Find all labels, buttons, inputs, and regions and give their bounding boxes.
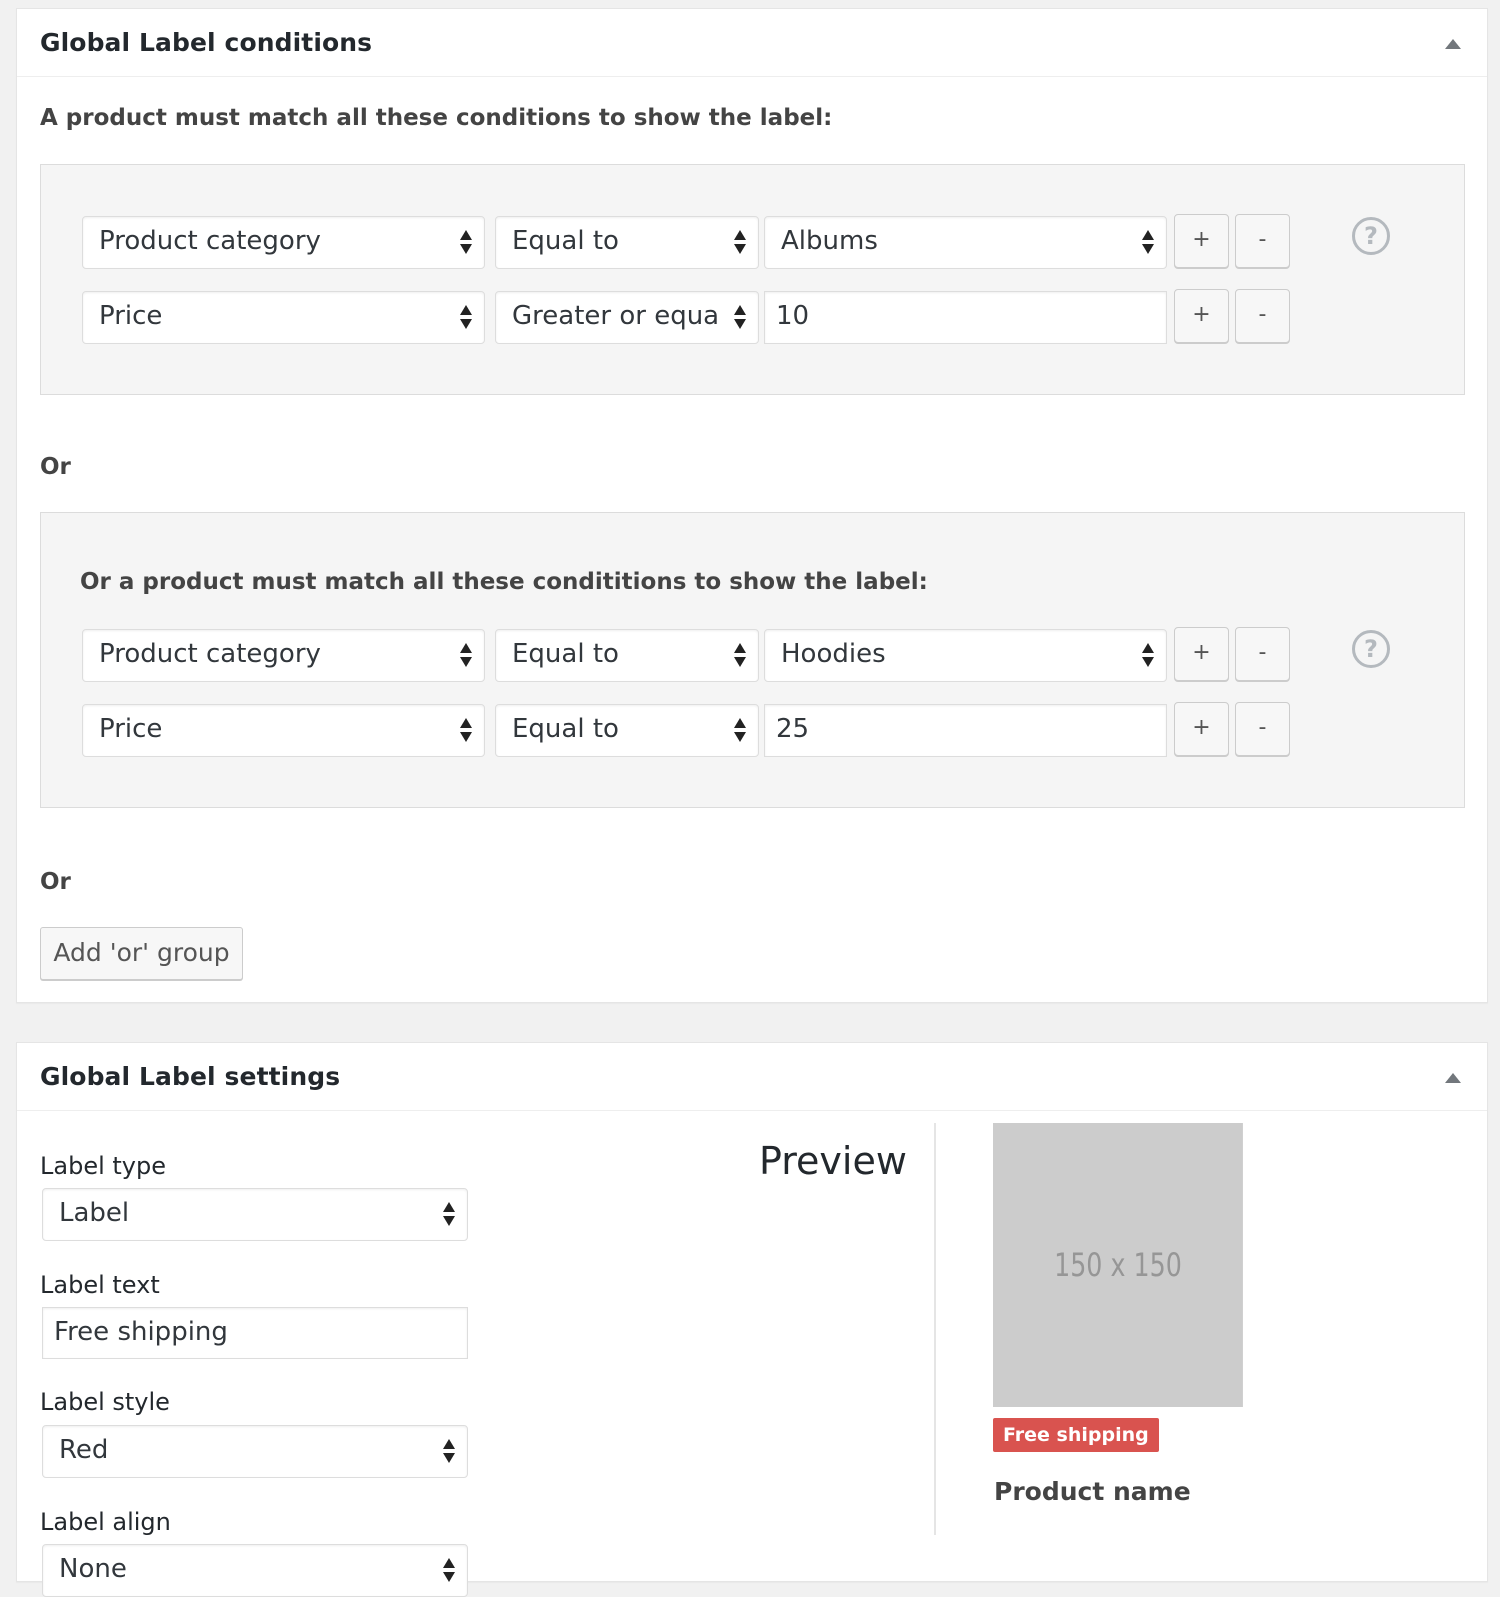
select-arrows-icon [734, 718, 746, 744]
condition-group [40, 512, 1465, 808]
condition-value: Albums [781, 226, 878, 256]
remove-condition-button[interactable]: - [1235, 702, 1290, 756]
label-style-label: Label style [40, 1388, 170, 1416]
conditions-panel-header[interactable] [17, 9, 1487, 77]
preview-divider [934, 1123, 936, 1535]
condition-parameter-select[interactable] [82, 629, 485, 682]
preview-title: Preview [759, 1139, 907, 1183]
settings-panel-title: Global Label settings [40, 1062, 341, 1091]
condition-operator-value: Equal to [512, 226, 619, 256]
label-conditions-panel [16, 8, 1488, 1003]
label-settings-panel [16, 1042, 1488, 1582]
label-style-select[interactable] [42, 1425, 468, 1478]
label-type-label: Label type [40, 1152, 166, 1180]
select-arrows-icon [460, 305, 472, 331]
condition-operator-value: Equal to [512, 714, 619, 744]
collapse-arrow-icon[interactable] [1445, 39, 1461, 49]
or-separator: Or [40, 454, 71, 480]
remove-condition-button[interactable]: - [1235, 627, 1290, 681]
condition-operator-select[interactable] [495, 629, 759, 682]
condition-parameter-select[interactable] [82, 291, 485, 344]
condition-operator-select[interactable] [495, 216, 759, 269]
conditions-panel-title: Global Label conditions [40, 28, 373, 57]
label-type-value: Label [59, 1198, 130, 1228]
label-text-label: Label text [40, 1271, 160, 1299]
add-condition-button[interactable]: + [1174, 702, 1229, 756]
label-type-select[interactable] [42, 1188, 468, 1241]
select-arrows-icon [460, 643, 472, 669]
group-heading: Or a product must match all these condititions to show the label: [80, 569, 928, 595]
select-arrows-icon [734, 643, 746, 669]
condition-parameter-value: Price [99, 714, 163, 744]
label-align-value: None [59, 1554, 127, 1584]
settings-panel-header[interactable] [17, 1043, 1487, 1111]
select-arrows-icon [443, 1558, 455, 1584]
condition-operator-select[interactable] [495, 291, 759, 344]
remove-condition-button[interactable]: - [1235, 214, 1290, 268]
conditions-intro-text: A product must match all these conditions to show the label: [40, 105, 833, 131]
add-condition-button[interactable]: + [1174, 214, 1229, 268]
label-style-value: Red [59, 1435, 109, 1465]
add-condition-button[interactable]: + [1174, 289, 1229, 343]
select-arrows-icon [460, 718, 472, 744]
label-align-select[interactable] [42, 1544, 468, 1597]
select-arrows-icon [734, 305, 746, 331]
help-icon[interactable]: ? [1352, 217, 1390, 255]
product-image-placeholder: 150 x 150 [993, 1123, 1243, 1407]
condition-group [40, 164, 1465, 395]
condition-value-select[interactable] [764, 216, 1167, 269]
collapse-arrow-icon[interactable] [1445, 1073, 1461, 1083]
or-separator: Or [40, 869, 71, 895]
condition-value-select[interactable] [764, 629, 1167, 682]
condition-value-input[interactable]: 10 [764, 291, 1167, 344]
preview-product-name: Product name [994, 1477, 1191, 1506]
condition-parameter-value: Price [99, 301, 163, 331]
preview-label-badge: Free shipping [993, 1418, 1159, 1452]
condition-operator-value: Greater or equa [512, 301, 720, 331]
select-arrows-icon [460, 230, 472, 256]
select-arrows-icon [1142, 643, 1154, 669]
label-align-label: Label align [40, 1508, 171, 1536]
condition-parameter-select[interactable] [82, 704, 485, 757]
select-arrows-icon [1142, 230, 1154, 256]
condition-parameter-select[interactable] [82, 216, 485, 269]
label-text-input[interactable]: Free shipping [42, 1307, 468, 1359]
select-arrows-icon [443, 1202, 455, 1228]
select-arrows-icon [443, 1439, 455, 1465]
select-arrows-icon [734, 230, 746, 256]
remove-condition-button[interactable]: - [1235, 289, 1290, 343]
condition-value: Hoodies [781, 639, 886, 669]
condition-operator-select[interactable] [495, 704, 759, 757]
condition-operator-value: Equal to [512, 639, 619, 669]
condition-value-input[interactable]: 25 [764, 704, 1167, 757]
help-icon[interactable]: ? [1352, 630, 1390, 668]
condition-parameter-value: Product category [99, 226, 321, 256]
add-condition-button[interactable]: + [1174, 627, 1229, 681]
condition-parameter-value: Product category [99, 639, 321, 669]
add-or-group-button[interactable]: Add 'or' group [40, 927, 243, 980]
